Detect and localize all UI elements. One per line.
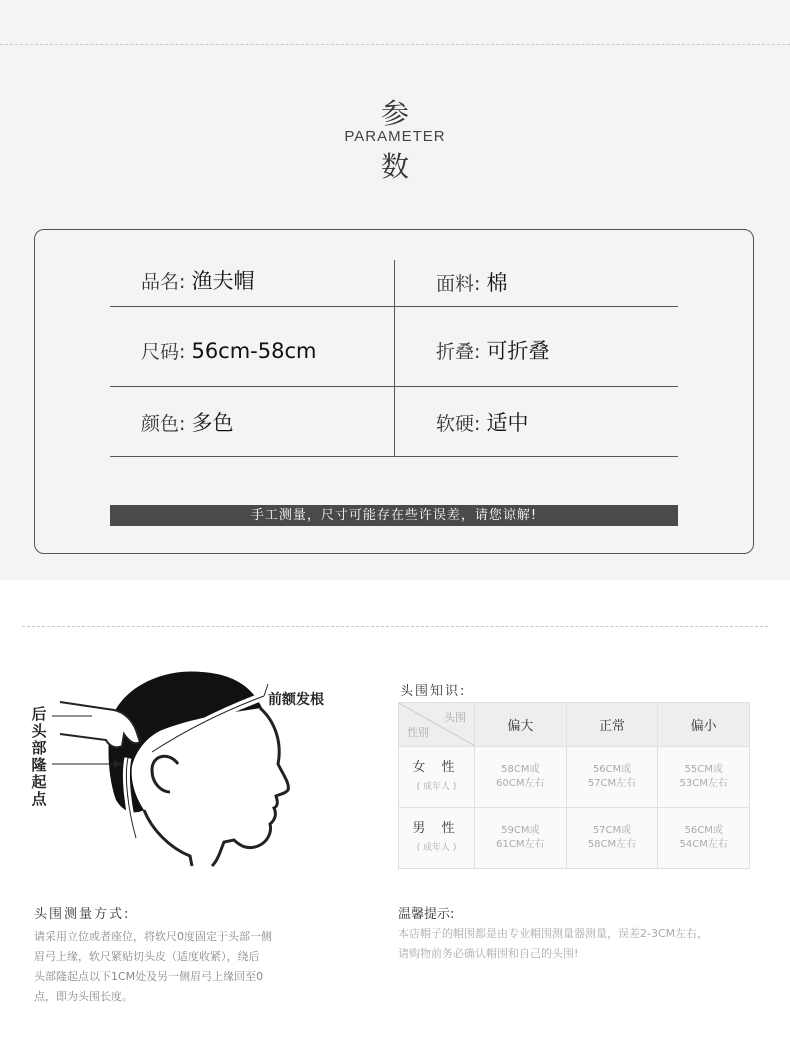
size-cell bbox=[658, 747, 750, 808]
method-text bbox=[34, 927, 334, 1007]
gender-label: 男 性 bbox=[412, 820, 461, 836]
size-line: 61CM左右 bbox=[496, 839, 545, 850]
param-name bbox=[141, 265, 254, 295]
param-fabric-value: 棉 bbox=[486, 271, 508, 295]
size-line: 58CM或 bbox=[501, 764, 540, 775]
divider-bottom bbox=[22, 626, 768, 627]
col-header-large: 偏大 bbox=[475, 703, 567, 747]
param-hardness bbox=[436, 407, 528, 437]
param-color-value: 多色 bbox=[191, 411, 234, 435]
tips-line: 请购物前务必确认帽围和自己的头围! bbox=[398, 947, 579, 960]
method-line: 眉弓上缘，软尺紧贴切头皮（适度收紧），绕后 bbox=[34, 950, 260, 963]
param-color-label: 颜色: bbox=[141, 413, 186, 435]
size-cell bbox=[566, 808, 658, 869]
col-header-normal: 正常 bbox=[566, 703, 658, 747]
param-hardness-value: 适中 bbox=[486, 411, 529, 435]
size-line: 57CM左右 bbox=[587, 778, 637, 789]
size-line: 60CM左右 bbox=[496, 778, 545, 789]
gender-note: ( 成年人 ) bbox=[416, 842, 457, 853]
corner-gender-label: 性别 bbox=[407, 726, 429, 739]
param-fabric bbox=[436, 267, 507, 297]
size-cell bbox=[566, 747, 658, 808]
param-fold-value: 可折叠 bbox=[486, 339, 550, 363]
size-cell bbox=[475, 808, 567, 869]
size-cell bbox=[658, 808, 750, 869]
size-line: 56CM或 bbox=[684, 825, 723, 836]
gender-cell bbox=[399, 808, 475, 869]
tips-line: 本店帽子的帽围都是由专业帽围测量器测量，误差2-3CM左右， bbox=[398, 927, 709, 940]
gender-note: ( 成年人 ) bbox=[416, 781, 457, 792]
front-hairline-label: 前额发根 bbox=[268, 692, 324, 708]
param-size-label: 尺码: bbox=[141, 341, 186, 363]
divider-top bbox=[0, 44, 790, 45]
param-size-value: 56cm-58cm bbox=[191, 339, 317, 363]
measurement-notice: 手工测量，尺寸可能存在些许误差，请您谅解! bbox=[110, 505, 678, 526]
size-line: 56CM或 bbox=[592, 764, 632, 775]
title-char-1: 参 bbox=[380, 97, 409, 130]
table-divider bbox=[394, 260, 395, 456]
method-line: 点，即为头围长度。 bbox=[34, 990, 133, 1003]
method-line: 请采用立位或者座位，将软尺0度固定于头部一侧 bbox=[34, 930, 272, 943]
size-line: 58CM左右 bbox=[587, 839, 637, 850]
size-line: 54CM左右 bbox=[679, 839, 728, 850]
gender-label: 女 性 bbox=[412, 759, 461, 775]
method-line: 头部隆起点以下1CM处及另一侧眉弓上缘回至0 bbox=[34, 970, 264, 983]
corner-head-label: 头围 bbox=[444, 711, 466, 724]
title-en: PARAMETER bbox=[344, 128, 446, 145]
table-corner-cell bbox=[399, 703, 475, 747]
tips-text bbox=[398, 924, 768, 964]
table-line-3 bbox=[110, 456, 678, 457]
param-fold bbox=[436, 335, 549, 365]
knowledge-title: 头围知识: bbox=[400, 684, 467, 699]
param-size bbox=[141, 337, 316, 364]
tips-title: 温馨提示: bbox=[398, 907, 455, 922]
size-line: 53CM左右 bbox=[679, 778, 728, 789]
param-color bbox=[141, 407, 233, 437]
size-line: 55CM或 bbox=[684, 764, 723, 775]
param-name-label: 品名: bbox=[141, 271, 186, 293]
param-hardness-label: 软硬: bbox=[436, 413, 481, 435]
title-char-2: 数 bbox=[380, 150, 409, 183]
gender-cell bbox=[399, 747, 475, 808]
size-line: 57CM或 bbox=[592, 825, 632, 836]
param-fabric-label: 面料: bbox=[436, 273, 481, 295]
rear-bump-label: 后头部隆起点 bbox=[31, 705, 47, 808]
table-row-female bbox=[399, 747, 750, 808]
size-cell bbox=[475, 747, 567, 808]
col-header-small: 偏小 bbox=[658, 703, 750, 747]
size-line: 59CM或 bbox=[501, 825, 540, 836]
head-size-table bbox=[398, 702, 750, 869]
param-name-value: 渔夫帽 bbox=[191, 269, 255, 293]
table-row-male bbox=[399, 808, 750, 869]
method-title: 头围测量方式: bbox=[34, 907, 131, 922]
param-fold-label: 折叠: bbox=[436, 341, 481, 363]
